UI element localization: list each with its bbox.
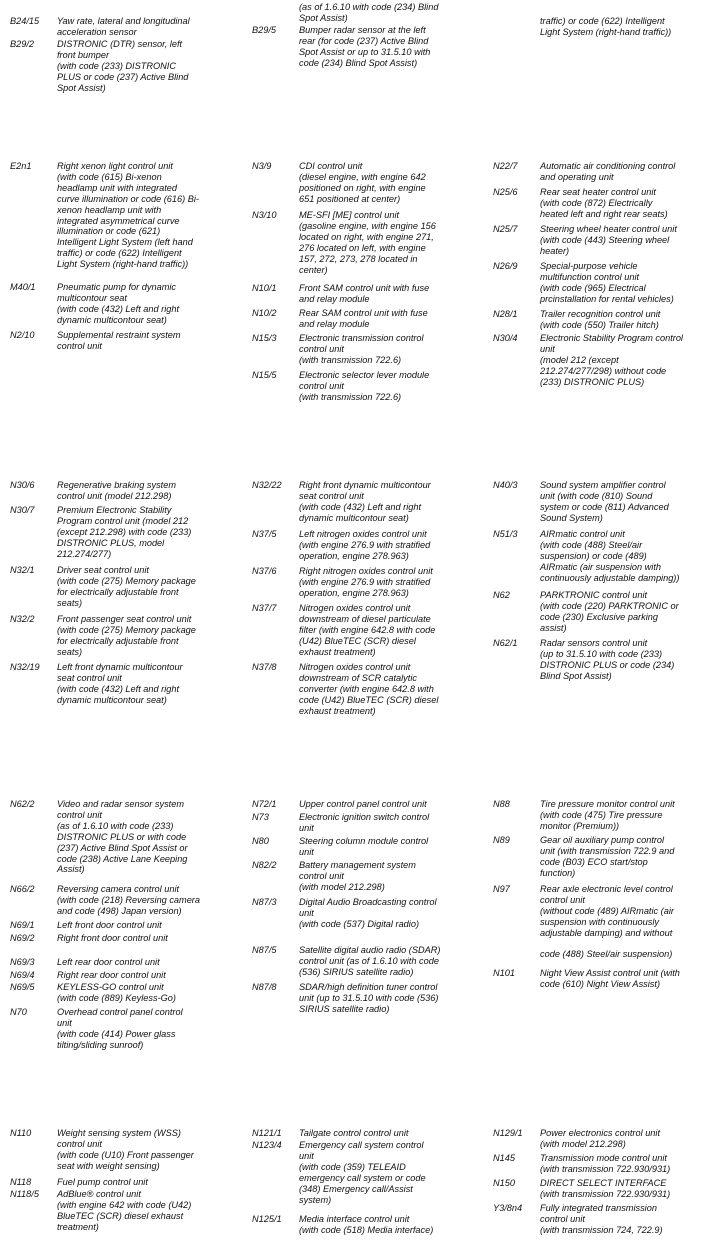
component-description: Supplemental restraint system control unit [57,330,181,351]
component-description: PARKTRONIC control unit (with code (220) PARKTRONIC or code (230) Exclusive parking assist) [540,590,679,633]
component-description: KEYLESS-GO control unit (with code (889) Keyless-Go) [57,982,176,1003]
component-description: Premium Electronic Stability Program control unit (model 212 (except 212.298) with code (233) DISTRONIC PLUS, model 212.274/277) [57,505,192,559]
component-code: N37/8 [252,662,277,672]
component-description: Tire pressure monitor control unit (with code (475) Tire pressure monitor (Premium)) [540,799,675,831]
component-code: N118/5 [10,1189,39,1199]
component-code: N51/3 [493,529,518,539]
component-description: ME-SFI [ME] control unit (gasoline engine, with engine 156 located on right, with engine 271, 276 located on left, with engine 157, 272, 273, 278 located in center) [299,210,436,275]
component-code: N30/4 [493,333,518,343]
component-code: N3/10 [252,210,277,220]
component-description: Special-purpose vehicle multifunction control unit (with code (965) Electrical prcinstallation for rental vehicles) [540,261,674,304]
component-code: N69/3 [10,957,35,967]
component-description: Rear axle electronic level control control unit (without code (489) AIRmatic (air suspension with continuously adjustable damping) and without code (488) Steel/air suspension) [540,884,674,960]
component-description: Media interface control unit (with code (518) Media interface) [299,1214,434,1235]
component-code: N118 [10,1177,32,1187]
component-code: N32/1 [10,565,35,575]
component-code: E2n1 [10,161,32,171]
component-description: (as of 1.6.10 with code (234) Blind Spot Assist) [299,2,439,23]
component-description: Electronic transmission control control unit (with transmission 722.6) [299,333,424,365]
component-description: Electronic selector lever module control unit (with transmission 722.6) [299,370,430,402]
component-code: N87/8 [252,982,277,992]
component-code: N88 [493,799,510,809]
component-description: Sound system amplifier control unit (with code (810) Sound system or code (811) Advanced Sound System) [540,480,669,523]
component-code: N110 [10,1128,32,1138]
component-description: DISTRONIC (DTR) sensor, left front bumper (with code (233) DISTRONIC PLUS or code (237) Active Blind Spot Assist) [57,39,189,93]
component-code: N32/22 [252,480,282,490]
component-code: N73 [252,812,269,822]
component-code: N37/5 [252,529,277,539]
component-code: N15/5 [252,370,277,380]
component-code: N125/1 [252,1214,282,1224]
component-code: N25/7 [493,224,518,234]
component-description: Weight sensing system (WSS) control unit (with code (U10) Front passenger seat with weight sensing) [57,1128,194,1171]
component-code: N62 [493,590,510,600]
component-code: N150 [493,1178,515,1188]
component-description: CDI control unit (diesel engine, with engine 642 positioned on right, with engine 651 positioned at center) [299,161,426,204]
component-code: N32/2 [10,614,35,624]
component-description: Emergency call system control unit (with code (359) TELEAID emergency call system or code (348) Emergency call/Assist system) [299,1140,426,1205]
component-code: N123/4 [252,1140,282,1150]
component-description: Right rear door control unit [57,970,166,980]
component-code: N30/7 [10,505,35,515]
component-code: N80 [252,836,269,846]
component-code: N69/2 [10,933,35,943]
component-code: N97 [493,884,510,894]
component-description: Pneumatic pump for dynamic multicontour seat (with code (432) Left and right dynamic multicontour seat) [57,282,180,325]
component-description: Overhead control panel control unit (with code (414) Power glass tilting/sliding sunroof) [57,1007,183,1050]
component-description: Digital Audio Broadcasting control unit (with code (537) Digital radio) [299,897,437,929]
component-description: Left front dynamic multicontour seat control unit (with code (432) Left and right dynamic multicontour seat) [57,662,183,705]
component-code: N32/19 [10,662,40,672]
component-code: N70 [10,1007,27,1017]
component-description: Driver seat control unit (with code (275) Memory package for electrically adjustable front seats) [57,565,196,608]
component-code: N25/6 [493,187,518,197]
component-code: N129/1 [493,1128,523,1138]
component-code: N10/1 [252,283,277,293]
component-description: Left rear door control unit [57,957,160,967]
component-description: Battery management system control unit (with model 212.298) [299,860,416,892]
component-code: N3/9 [252,161,272,171]
component-description: Electronic Stability Program control unit (model 212 (except 212.274/277/298) without code (233) DISTRONIC PLUS) [540,333,683,387]
component-code: N2/10 [10,330,35,340]
component-code: N26/9 [493,261,518,271]
component-code: N121/1 [252,1128,282,1138]
component-code: N69/5 [10,982,35,992]
component-code: B24/15 [10,16,40,26]
component-description: Right front door control unit [57,933,168,943]
component-description: Bumper radar sensor at the left rear (for code (237) Active Blind Spot Assist or up to 31.5.10 with code (234) Blind Spot Assist) [299,25,431,68]
component-code: N66/2 [10,884,35,894]
component-description: AdBlue® control unit (with engine 642 with code (U42) BlueTEC (SCR) diesel exhaust treatment) [57,1189,192,1232]
component-code: N87/5 [252,945,277,955]
component-description: Right nitrogen oxides control unit (with engine 276.9 with stratified operation, engine 278.963) [299,566,433,598]
component-code: N87/3 [252,897,277,907]
component-description: Tailgate control control unit [299,1128,409,1138]
component-description: AIRmatic control unit (with code (488) Steel/air suspension) or code (489) AIRmatic (air suspension with continuously adjustable damping)) [540,529,680,583]
component-code: N30/6 [10,480,35,490]
component-description: Fuel pump control unit [57,1177,148,1187]
component-code: N62/2 [10,799,35,809]
component-code: B29/5 [252,25,277,35]
component-description: Nitrogen oxides control unit downstream of diesel particulate filter (with engine 642.8 with code (U42) BlueTEC (SCR) diesel exhaust treatment) [299,603,436,657]
component-code: Y3/8n4 [493,1203,523,1213]
component-description: Fully integrated transmission control unit (with transmission 724, 722.9) [540,1203,663,1235]
component-code: N72/1 [252,799,277,809]
component-code: N22/7 [493,161,518,171]
component-code: N37/7 [252,603,277,613]
component-code: B29/2 [10,39,35,49]
component-code: M40/1 [10,282,36,292]
component-description: Trailer recognition control unit (with code (550) Trailer hitch) [540,309,661,330]
component-description: Front SAM control unit with fuse and relay module [299,283,430,304]
component-description: Upper control panel control unit [299,799,427,809]
component-description: Nitrogen oxides control unit downstream of SCR catalytic converter (with engine 642.8 with code (U42) BlueTEC (SCR) diesel exhaust treatment) [299,662,439,716]
component-code: N101 [493,968,515,978]
component-code: N40/3 [493,480,518,490]
component-code: N69/1 [10,920,35,930]
component-description: Right front dynamic multicontour seat control unit (with code (432) Left and right dynamic multicontour seat) [299,480,431,523]
component-description: Gear oil auxiliary pump control unit (with transmission 722.9 and code (B03) ECO start/stop function) [540,835,675,878]
component-code: N10/2 [252,308,277,318]
component-description: Rear SAM control unit with fuse and relay module [299,308,428,329]
component-description: Night View Assist control unit (with code (610) Night View Assist) [540,968,680,989]
component-description: DIRECT SELECT INTERFACE (with transmission 722.930/931) [540,1178,671,1199]
component-description: Satellite digital audio radio (SDAR) control unit (as of 1.6.10 with code (536) SIRIUS satellite radio) [299,945,441,977]
component-code: N69/4 [10,970,35,980]
component-description: Regenerative braking system control unit (model 212.298) [57,480,176,501]
component-code: N15/3 [252,333,277,343]
component-description: Automatic air conditioning control and operating unit [540,161,676,182]
component-description: Transmission mode control unit (with transmission 722.930/931) [540,1153,671,1174]
component-description: Left nitrogen oxides control unit (with engine 276.9 with stratified operation, engine 278.963) [299,529,431,561]
component-description: traffic) or code (622) Intelligent Light System (right-hand traffic)) [540,16,672,37]
component-code: N82/2 [252,860,277,870]
component-description: Video and radar sensor system control unit (as of 1.6.10 with code (233) DISTRONIC PLUS or with code (237) Active Blind Spot Assist or code (238) Active Lane Keeping Assist) [57,799,188,875]
component-code: N62/1 [493,638,518,648]
component-description: Steering wheel heater control unit (with code (443) Steering wheel heater) [540,224,677,256]
component-description: Reversing camera control unit (with code (218) Reversing camera and code (498) Japan version) [57,884,200,916]
component-code: N28/1 [493,309,518,319]
component-description: Front passenger seat control unit (with code (275) Memory package for electrically adjustable front seats) [57,614,196,657]
component-description: SDAR/high definition tuner control unit (up to 31.5.10 with code (536) SIRIUS satellite radio) [299,982,439,1014]
component-code: N145 [493,1153,515,1163]
component-description: Radar sensors control unit (up to 31.5.10 with code (233) DISTRONIC PLUS or code (234) Blind Spot Assist) [540,638,675,681]
component-description: Steering column module control unit [299,836,429,857]
component-code: N89 [493,835,510,845]
component-description: Right xenon light control unit (with code (615) Bi-xenon headlamp unit with integrated curve illumination or code (616) Bi- xenon headlamp unit with integrated asymmetrical curve illumination or code (621) Intelligent Light System (left hand traffic) or code (622) Intelligent Light System (right-hand traffic)) [57,161,199,270]
component-description: Electronic ignition switch control unit [299,812,430,833]
component-description: Power electronics control unit (with model 212.298) [540,1128,661,1149]
component-description: Yaw rate, lateral and longitudinal acceleration sensor [57,16,190,37]
component-description: Left front door control unit [57,920,162,930]
component-description: Rear seat heater control unit (with code (872) Electrically heated left and right rear seats) [540,187,668,219]
component-code: N37/6 [252,566,277,576]
